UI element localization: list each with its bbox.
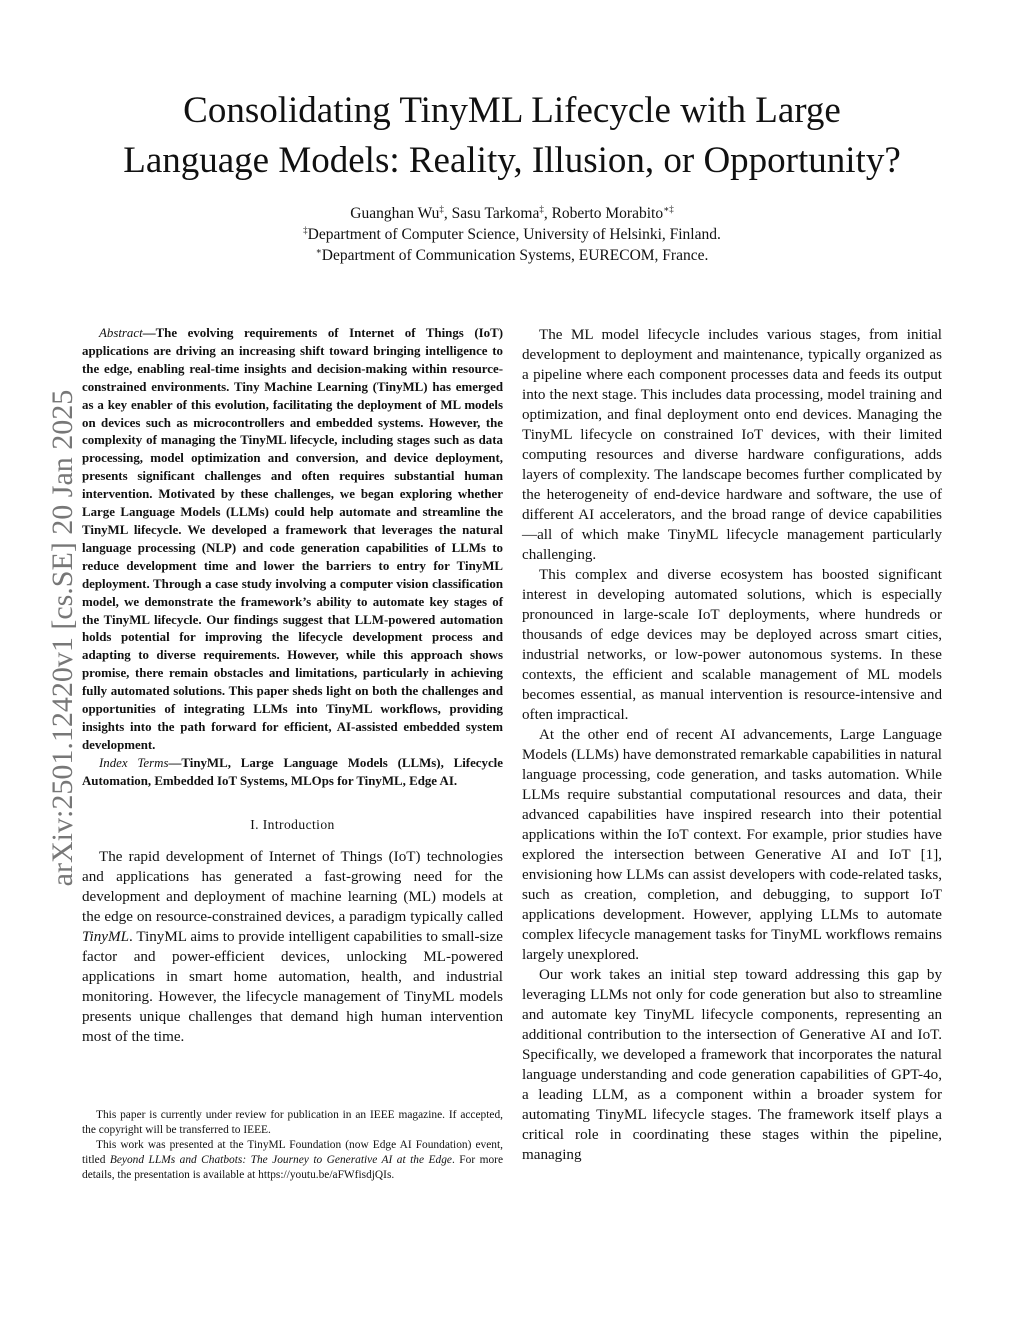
body-paragraph: Our work takes an initial step toward addressing this gap by leveraging LLMs not only for code generation but also to streamline and automate key TinyML lifecycle components, representing an additional contribution to the intersection of Generative AI and IoT. Specifically, we developed a framework that incorporates the natural language understanding and code generation capabilities of GPT-4o, a leading LLM, as a component within a broader system for automating TinyML lifecycle stages. The framework itself plays a critical role in coordinating these stages within the pipeline, managing: [522, 967, 942, 1163]
intro-emphasis: TinyML: [82, 928, 129, 945]
footnote-review: This paper is currently under review for publication in an IEEE magazine. If accepted, the copyright will be transferred to IEEE.: [82, 1109, 503, 1136]
affiliation-eurecom: [100, 246, 924, 266]
body-paragraph: The ML model lifecycle includes various stages, from initial development to deployment and maintenance, typically organized as a pipeline where each component processes data and feeds its output into the next stage. This includes data processing, model training and optimization, and final deployment onto end devices. Managing the TinyML lifecycle on constrained IoT devices, with their limited computing resources and diverse hardware configurations, adds layers of complexity. The landscape becomes further complicated by the heterogeneity of end-device hardware and software, the use of different AI accelerators, and the broad range of device capabilities—all of which make TinyML lifecycle management particularly challenging.: [522, 327, 942, 563]
footnotes: [82, 1108, 503, 1183]
affiliation-mark: ∗: [315, 245, 322, 256]
intro-text: The rapid development of Internet of Things (IoT) technologies and applications has generated a fast-growing need for the development and deployment of machine learning (ML) models at the edge on resource-constrained devices, a paradigm typically called: [82, 848, 503, 925]
title-line-2: Language Models: Reality, Illusion, or Opportunity?: [123, 140, 901, 181]
footnote-text: This work was presented at the TinyML Foundation (now Edge AI Foundation) event, titled: [82, 1139, 503, 1166]
abstract: [82, 325, 503, 755]
affiliation-text: Department of Computer Science, University of Helsinki, Finland.: [307, 226, 721, 243]
body-paragraph: At the other end of recent AI advancements, Large Language Models (LLMs) have demonstrated remarkable capabilities in natural language processing, code generation, and tasks automation. While LLMs require substantial computational resources and data, their advanced capabilities have inspired research into their potential applications within the IoT context. For example, prior studies have explored the intersection between Generative AI and IoT [1], envisioning how LLMs can assist developers with code-related tasks, such as creation, completion, and debugging, to support IoT applications development. However, applying LLMs to automate complex lifecycle management tasks for TinyML workflows remains largely unexplored.: [522, 727, 942, 963]
author-mark: ∗‡: [663, 203, 674, 214]
author-mark: ‡: [439, 203, 444, 214]
index-terms-text: —TinyML, Large Language Models (LLMs), Lifecycle Automation, Embedded IoT Systems, MLOps for TinyML, Edge AI.: [82, 755, 503, 788]
footnote-presentation: [82, 1138, 503, 1183]
author-mark: ‡: [539, 203, 544, 214]
index-terms: [82, 755, 503, 791]
author-name: Guanghan Wu: [350, 205, 440, 222]
left-column: [82, 325, 503, 1047]
footnote-emphasis: Beyond LLMs and Chatbots: The Journey to Generative AI at the Edge: [109, 1154, 452, 1166]
footnote-text-cont: . For more details, the presentation is available at https://youtu.be/aFWfisdjQIs.: [82, 1154, 503, 1181]
right-column: [522, 325, 942, 1165]
author-name: Roberto Morabito: [551, 205, 664, 222]
paper-title: [40, 86, 984, 186]
abstract-label: Abstract: [99, 326, 143, 340]
section-heading-introduction: I. Introduction: [250, 816, 335, 832]
affiliation-text: Department of Communication Systems, EURECOM, France.: [321, 247, 709, 264]
index-terms-label: Index Terms: [99, 755, 169, 770]
arxiv-identifier: arXiv:2501.12420v1 [cs.SE] 20 Jan 2025: [46, 389, 79, 887]
title-line-1: Consolidating TinyML Lifecycle with Large: [183, 90, 841, 131]
author-name: Sasu Tarkoma: [451, 205, 540, 222]
body-paragraph: This complex and diverse ecosystem has boosted significant interest in developing automated solutions, which is especially pronounced in large-scale IoT deployments, where hundreds or thousands of edge devices may be deployed across smart cities, industrial networks, or low-power autonomous systems. In these contexts, the efficient and scalable management of ML models becomes essential, as manual intervention is resource-intensive and often impractical.: [522, 567, 942, 723]
intro-paragraph: [82, 847, 503, 1047]
intro-text-cont: . TinyML aims to provide intelligent capabilities to small-size factor and power-efficient devices, unlocking ML-powered applications in smart home automation, health, and industrial monitoring. However, the lifecycle management of TinyML models presents unique challenges that demand high human intervention most of the time.: [82, 928, 503, 1045]
affiliation-mark: ‡: [303, 224, 308, 235]
affiliation-helsinki: [100, 225, 924, 245]
author-list: Guanghan Wu‡, Sasu Tarkoma‡, Roberto Morabito∗‡: [350, 203, 674, 222]
abstract-text: —The evolving requirements of Internet of Things (IoT) applications are driving an increasing shift toward bringing intelligence to the edge, enabling real-time insights and decision-making within resource-constrained environments. Tiny Machine Learning (TinyML) has emerged as a key enabler of this evolution, facilitating the deployment of ML models on devices such as microcontrollers and embedded systems. However, the complexity of managing the TinyML lifecycle, including stages such as data processing, model optimization and conversion, and device deployment, presents significant challenges and often requires substantial human intervention. Motivated by these challenges, we began exploring whether Large Language Models (LLMs) could help automate and streamline the TinyML lifecycle. We developed a framework that leverages the natural language processing (NLP) and code generation capabilities of LLMs to reduce development time and lower the barriers to entry for TinyML deployment. Through a case study involving a computer vision classification model, we demonstrate the framework’s ability to automate key stages of the TinyML lifecycle. Our findings suggest that LLM-powered automation holds potential for improving the lifecycle development process and adapting to diverse requirements. However, while this approach shows promise, there remain obstacles and limitations, particularly in achieving fully automated solutions. This paper sheds light on both the challenges and opportunities of integrating LLMs into TinyML workflows, providing insights into the path forward for efficient, AI-assisted embedded system development.: [82, 326, 503, 752]
